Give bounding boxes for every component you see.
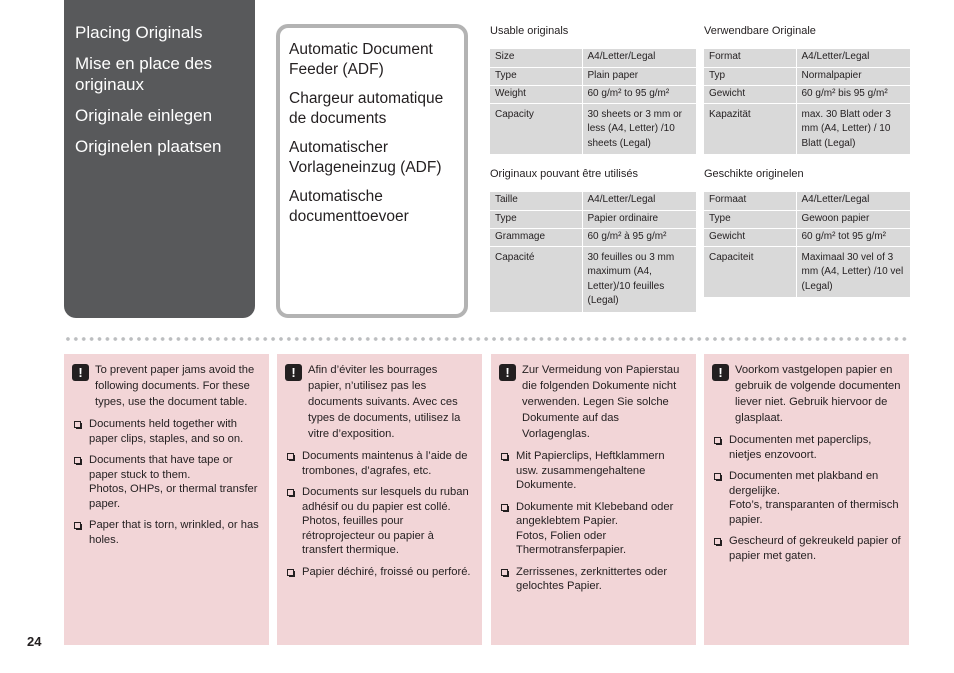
list-item [285,449,474,478]
list-item [712,534,901,563]
list-item [72,417,261,446]
list-item-text: Documents maintenus à l’aide de trombones, d’agrafes, etc. [302,450,468,477]
table-row [704,246,910,298]
spec-value: A4/Letter/Legal [582,192,696,210]
spec-value: A4/Letter/Legal [796,192,910,210]
adf-title-nl: Automatische documenttoevoer [289,188,409,225]
checkbox-bullet-icon [74,457,81,464]
spec-value: max. 30 Blatt oder 3 mm (A4, Letter) / 10 Blatt (Legal) [796,103,910,155]
list-item-text: Paper that is torn, wrinkled, or has holes. [89,519,259,546]
adf-title-fr: Chargeur automatique de documents [289,90,444,127]
list-item [72,518,261,547]
checkbox-bullet-icon [287,569,294,576]
spec-label: Taille [490,192,582,210]
section-title-block [64,0,255,318]
checkbox-bullet-icon [714,473,721,480]
spec-value: 30 sheets or 3 mm or less (A4, Letter) /10 sheets (Legal) [582,103,696,155]
spec-value: 60 g/m² à 95 g/m² [582,228,696,246]
spec-value: Maximaal 30 vel of 3 mm (A4, Letter) /10 vel (Legal) [796,246,910,298]
checkbox-bullet-icon [74,522,81,529]
caution-text: Afin d’éviter les bourrages papier, n’utilisez pas les documents suivants. Avec ces types de documents, utilisez la vitre d’exposition. [308,364,461,440]
list-item-text: Gescheurd of gekreukeld papier of papier met gaten. [729,535,901,562]
exclamation-icon: ! [72,364,89,381]
spec-label: Capacity [490,103,582,155]
caution-statement [72,362,261,410]
spec-label: Gewicht [704,85,796,103]
spec-label: Kapazität [704,103,796,155]
spec-label: Grammage [490,228,582,246]
spec-label: Capaciteit [704,246,796,298]
spec-label: Typ [704,67,796,85]
spec-originaux-utilises [490,168,696,313]
spec-table [490,49,696,155]
list-item-text: Documents that have tape or paper stuck to them. Photos, OHPs, or thermal transfer paper. [89,454,258,510]
table-row [704,49,910,67]
spec-value: Gewoon papier [796,210,910,228]
table-row [704,192,910,210]
spec-label: Weight [490,85,582,103]
table-row [490,103,696,155]
table-row [704,67,910,85]
list-item [712,469,901,527]
title-nl: Originelen plaatsen [75,137,222,156]
caution-note-en [64,354,269,645]
spec-label: Type [490,210,582,228]
spec-title: Usable originals [490,25,569,37]
table-row [704,228,910,246]
spec-value: Normalpapier [796,67,910,85]
adf-heading-box [276,24,468,318]
table-row [704,85,910,103]
note-list [285,449,474,579]
checkbox-bullet-icon [501,453,508,460]
checkbox-bullet-icon [287,489,294,496]
checkbox-bullet-icon [287,453,294,460]
list-item-text: Documenten met paperclips, nietjes enzovoort. [729,434,872,461]
spec-table [704,192,910,298]
caution-text: To prevent paper jams avoid the following documents. For these types, use the document table. [95,364,255,408]
exclamation-icon: ! [499,364,516,381]
table-row [490,85,696,103]
spec-title: Geschikte originelen [704,168,804,180]
table-row [704,210,910,228]
table-row [490,228,696,246]
spec-value: Plain paper [582,67,696,85]
list-item-text: Papier déchiré, froissé ou perforé. [302,565,471,578]
caution-statement [712,362,901,426]
note-list [499,449,688,594]
table-row [490,192,696,210]
dotted-divider [64,336,910,342]
spec-title: Verwendbare Originale [704,25,816,37]
page-number: 24 [27,634,42,649]
note-list [72,417,261,547]
spec-label: Format [704,49,796,67]
title-de: Originale einlegen [75,106,213,125]
table-row [490,210,696,228]
spec-value: Papier ordinaire [582,210,696,228]
spec-label: Formaat [704,192,796,210]
table-row [490,49,696,67]
list-item [285,485,474,558]
spec-value: 60 g/m² tot 95 g/m² [796,228,910,246]
list-item [499,449,688,493]
spec-label: Size [490,49,582,67]
list-item-text: Documents sur lesquels du ruban adhésif ou du papier est collé. Photos, feuilles pour rétroprojecteur ou papier à transfert thermique. [302,486,469,556]
list-item-text: Mit Papierclips, Heftklammern usw. zusammengehaltene Dokumente. [516,450,665,491]
spec-title: Originaux pouvant être utilisés [490,168,638,180]
checkbox-bullet-icon [501,569,508,576]
list-item-text: Zerrissenes, zerknittertes oder gelochtes Papier. [516,565,668,592]
checkbox-bullet-icon [74,421,81,428]
table-row [490,246,696,312]
spec-value: 30 feuilles ou 3 mm maximum (A4, Letter)/10 feuilles (Legal) [582,246,696,312]
spec-value: A4/Letter/Legal [582,49,696,67]
list-item [285,565,474,580]
list-item-text: Dokumente mit Klebeband oder angeklebtem Papier. Fotos, Folien oder Thermotransferpapier. [516,500,674,556]
checkbox-bullet-icon [714,538,721,545]
list-item [499,500,688,558]
adf-title-de: Automatischer Vorlageneinzug (ADF) [289,139,442,176]
caution-note-nl [704,354,909,645]
adf-title-en: Automatic Document Feeder (ADF) [289,41,433,78]
exclamation-icon: ! [285,364,302,381]
spec-value: 60 g/m² to 95 g/m² [582,85,696,103]
spec-usable-originals [490,25,696,155]
exclamation-icon: ! [712,364,729,381]
spec-label: Gewicht [704,228,796,246]
spec-value: A4/Letter/Legal [796,49,910,67]
caution-note-de [491,354,696,645]
spec-label: Type [490,67,582,85]
list-item-text: Documents held together with paper clips, staples, and so on. [89,418,244,445]
list-item [499,565,688,594]
spec-geschikte-originelen [704,168,910,298]
title-fr: Mise en place des originaux [75,54,213,94]
spec-label: Type [704,210,796,228]
checkbox-bullet-icon [501,504,508,511]
spec-verwendbare-originale [704,25,910,155]
caution-statement [499,362,688,442]
note-list [712,433,901,563]
spec-label: Capacité [490,246,582,312]
title-en: Placing Originals [75,23,203,42]
table-row [704,103,910,155]
list-item-text: Documenten met plakband en dergelijke. Foto’s, transparanten of thermisch papier. [729,470,899,526]
caution-statement [285,362,474,442]
list-item [72,453,261,511]
caution-text: Zur Vermeidung von Papierstau die folgenden Dokumente nicht verwenden. Legen Sie solche Dokumente auf das Vorlagenglas. [522,364,680,440]
spec-table [490,192,696,313]
checkbox-bullet-icon [714,437,721,444]
table-row [490,67,696,85]
spec-value: 60 g/m² bis 95 g/m² [796,85,910,103]
caution-note-fr [277,354,482,645]
caution-text: Voorkom vastgelopen papier en gebruik de volgende documenten liever niet. Gebruik hiervoor de glasplaat. [735,364,901,424]
list-item [712,433,901,462]
spec-table [704,49,910,155]
